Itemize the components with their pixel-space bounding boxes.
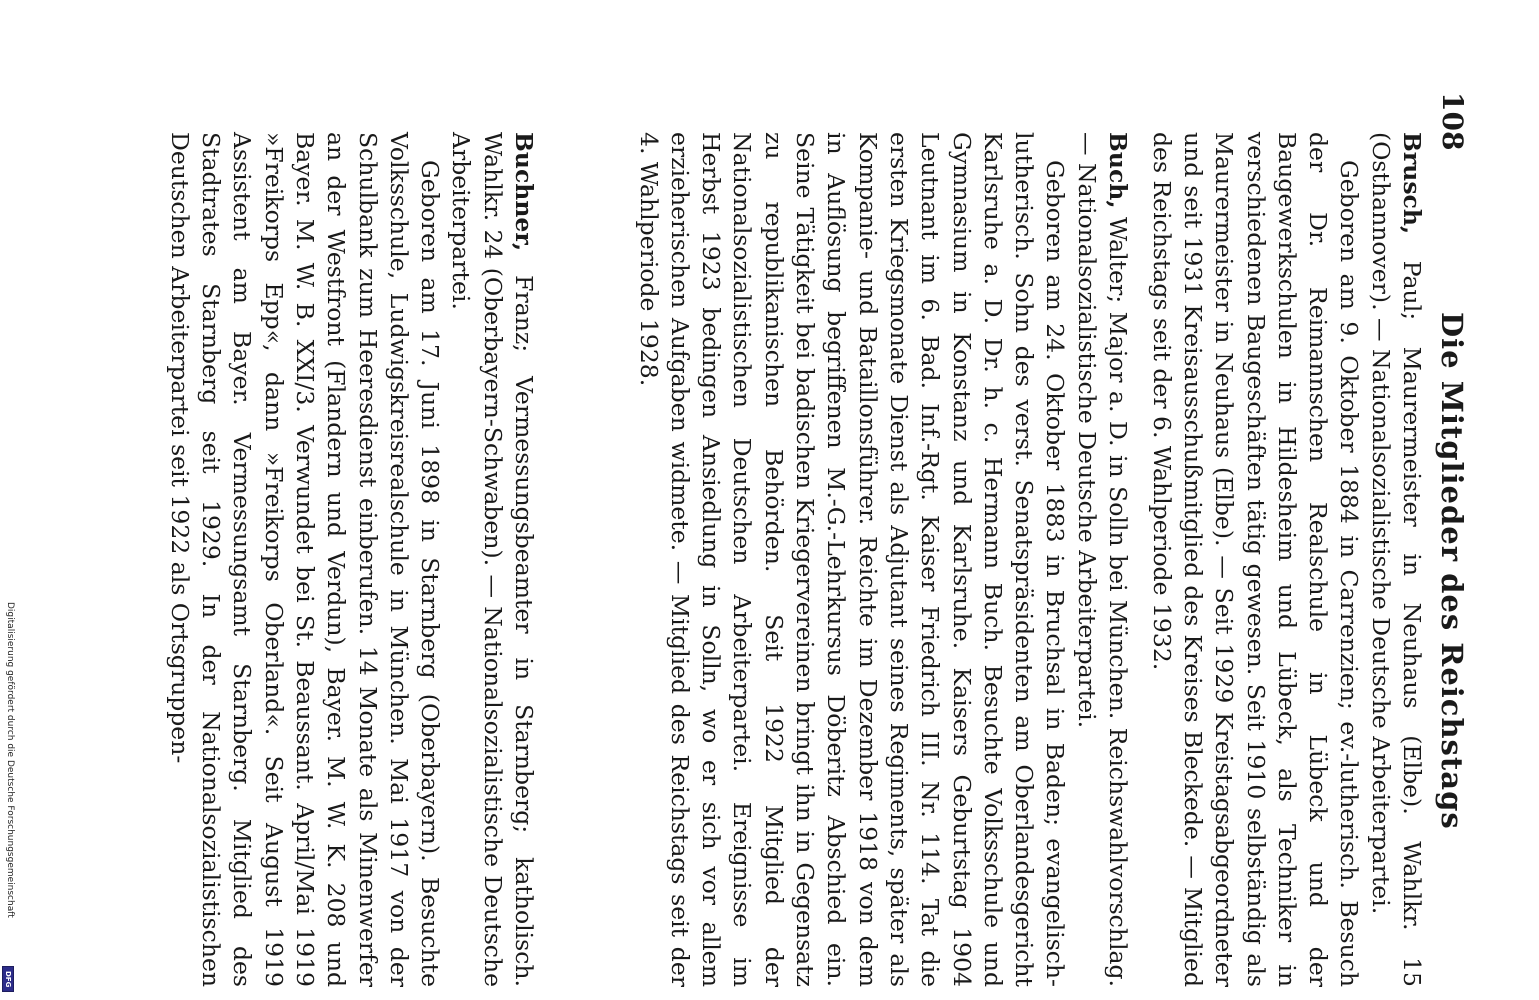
- page-number: 108: [1436, 92, 1469, 151]
- biography-entry-buch: [632, 132, 1133, 987]
- dfg-logo-icon: DFG: [2, 966, 14, 992]
- entry-name: Buchner,: [510, 132, 538, 252]
- page-header: [1425, 92, 1469, 992]
- entry-heading-text: Franz; Vermessungsbeamter in Starnberg; katholisch. Wahlkr. 24 (Oberbayern-Schwaben). — Nationalsozialistische Deutsche Arbeiterpartei.: [447, 132, 538, 987]
- entry-heading-text: Paul; Maurermeister in Neuhaus (Elbe). Wahlkr. 15 (Osthannover). — Nationalsozialistische Deutsche Arbeiterpartei.: [1366, 132, 1426, 987]
- credit-text: Digitalisierung gefördert durch die Deutsche Forschungsgemeinschaft: [5, 602, 15, 918]
- running-head: Die Mitglieder des Reichstags: [1435, 312, 1469, 830]
- scanned-page: [89, 92, 1469, 992]
- entry-heading-text: Walter; Major a. D. in Solln bei München. Reichswahlvorschlag. — Nationalsozialistische Deutsche Arbeiterpartei.: [1072, 132, 1132, 987]
- entry-name: Brusch,: [1398, 132, 1426, 235]
- biography-entry-buchner: [163, 132, 539, 987]
- entry-body: Geboren am 9. Oktober 1884 in Carrenzien; ev.-lutherisch. Besuch der Dr. Reimannschen Realschule in Lübeck und der Baugewerkschulen in Hildesheim und Lübeck, als Techniker in verschiedenen Baugeschäften tätig gewesen. Seit 1910 selbständig als Maurermeister in Neuhaus (Elbe). — Seit 1929 Kreistagsabgeordneter und seit 1931 Kreisausschußmitglied des Kreises Bleckede. — Mitglied des Reichstags seit der 6. Wahlperiode 1932.: [1147, 132, 1364, 987]
- entry-body: Geboren am 24. Oktober 1883 in Bruchsal in Baden; evangelisch-lutherisch. Sohn des verst. Senatspräsidenten am Oberlandesgericht Karlsruhe a. D. Dr. h. c. Hermann Buch. Besuchte Volksschule und Gymnasium in Konstanz und Karlsruhe. Kaisers Geburtstag 1904 Leutnant im 6. Bad. Inf.-Rgt. Kaiser Friedrich III. Nr. 114. Tat die ersten Kriegsmonate Dienst als Adjutant seines Regiments, später als Kompanie- und Bataillonsführer. Reichte im Dezember 1918 von dem in Auflösung begriffenen M.-G.-Lehrkursus Döberitz Abschied ein. Seine Tätigkeit bei badischen Kriegervereinen bringt ihn in Gegensatz zu republikanischen Behörden. Seit 1922 Mitglied der Nationalsozialistischen Deutschen Arbeiterpartei. Ereignisse im Herbst 1923 bedingen Ansiedlung in Solln, wo er sich vor allem erzieherischen Aufgaben widmete. — Mitglied des Reichstags seit der 4. Wahlperiode 1928.: [634, 132, 1070, 987]
- entry-name: Buch,: [1104, 132, 1132, 209]
- entry-body: Geboren am 17. Juni 1898 in Starnberg (Oberbayern). Besuchte Volksschule, Ludwigskreisrealschule in München. Mai 1917 von der Schulbank zum Heeresdienst einberufen. 14 Monate als Minenwerfer an der Westfront (Flandern und Verdun), Bayer. M. W. K. 208 und Bayer. M. W. B. XXI/3. Verwundet bei St. Beaussant. April/Mai 1919 »Freikorps Epp«, dann »Freikorps Oberland«. Seit August 1919 Assistent am Bayer. Vermessungsamt Starnberg. Mitglied des Stadtrates Starnberg seit 1929. In der Nationalsozialistischen Deutschen Arbeiterpartei seit 1922 als Ortsgruppen-: [165, 132, 445, 987]
- biography-entry-brusch: [1145, 132, 1427, 987]
- digitization-credit: [1, 602, 15, 998]
